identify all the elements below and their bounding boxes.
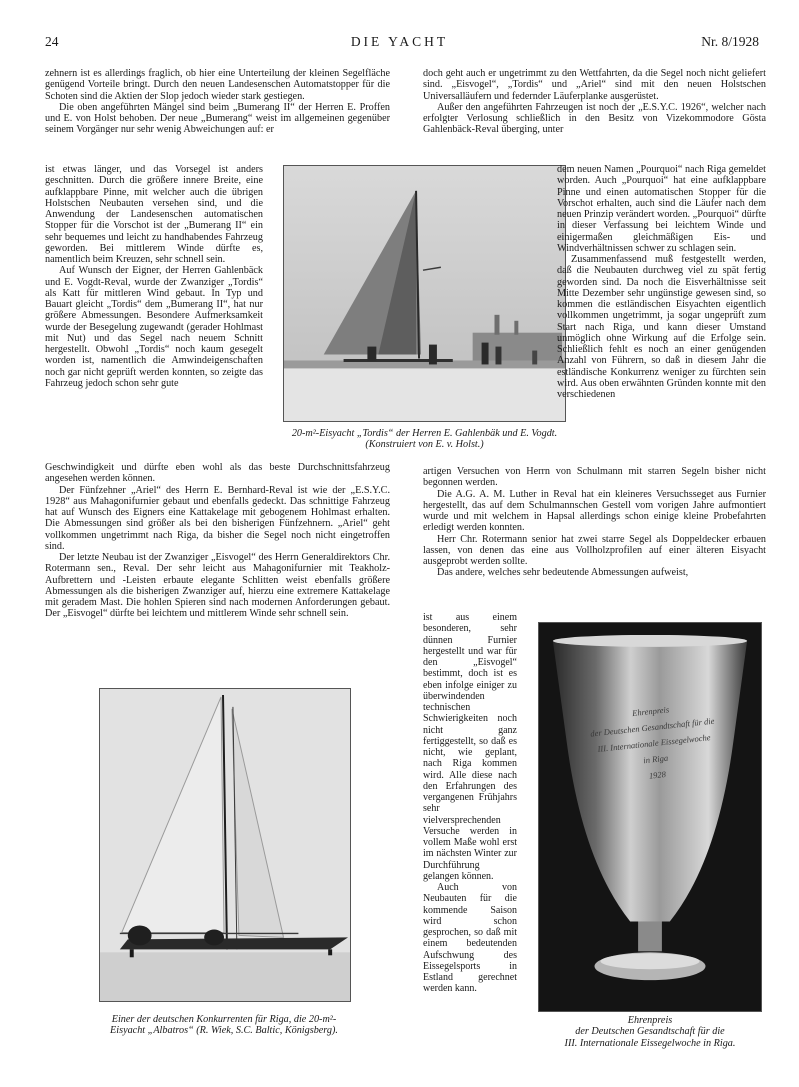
paragraph: Außer den angeführten Fahrzeugen ist noch der „E.S.Y.C. 1926“, welcher nach erfolgter Verlosung schließlich in den Besitz von Vizekommodore Gösta Gahlenbäck-Reval überging, unter — [423, 101, 766, 136]
trophy-photo — [538, 622, 762, 1012]
left-column-bottom — [45, 462, 390, 620]
caption-line: der Deutschen Gesandtschaft für die — [575, 1026, 725, 1038]
paragraph: Das andere, welches sehr bedeutende Abmessungen aufweist, — [437, 567, 689, 579]
albatros-photo-image — [100, 689, 350, 1001]
paragraph: Herr Chr. Rotermann senior hat zwei starre Segel als Doppeldecker erbauen lassen, von denen das eine aus Vollholzprofilen auf einer älteren Eisyacht ausgeprobt werden sollte. — [423, 533, 766, 567]
paragraph: Der Fünfzehner „Ariel“ des Herrn E. Bernhard-Reval ist wie der „E.S.Y.C. 1928“ aus Mahagonifurnier gebaut und ebenfalls gedeckt. Das schnittige Fahrzeug hat auf Wunsch des Eigners eine Kattakelage mit gebogenem Hohlmast erhalten. Die Abmessungen sind größer als bei den bisherigen Fünfzehnern. „Ariel“ geht vollkommen ungetrimmt nach Riga, da bisher die Segel noch nicht eingetroffen sind. — [45, 484, 390, 552]
page-number: 24 — [45, 34, 59, 49]
paragraph: Zusammenfassend muß festgestellt werden, daß die Neubauten durchweg viel zu spät fertig geworden sind. Da noch die Eisverhältnisse seit Mitte Dezember sehr ungünstige gewesen sind, so kommen die estländischen Eisyachten eigentlich vollkommen ungetrimmt, ja sogar ungeprüft zum Start nach Riga, und kann dieser Umstand unmöglich ohne Wirkung auf die Erfolge sein. Schließlich fehlt es noch an einer genügenden Anzahl von Führern, so daß in diesem Jahr die estländische Konkurrenz weniger zu fürchten sein wird. Aus oben erwähnten Gründen konnte mit den verschiedenen — [557, 254, 766, 400]
right-column-top — [423, 68, 766, 136]
engraving-line: III. Internationale Eissegelwoche — [597, 732, 711, 754]
caption-line: III. Internationale Eissegelwoche in Riga. — [564, 1037, 736, 1049]
engraving-line: der Deutschen Gesandtschaft für die — [589, 715, 715, 739]
tordis-photo — [283, 165, 566, 422]
albatros-caption: Einer der deutschen Konkurrenten für Riga, die 20-m²-Eisyacht „Albatros“ (R. Wiek, S.C. Baltic, Königsberg). — [110, 1014, 338, 1037]
right-column-middle — [423, 466, 766, 579]
left-column-narrow — [45, 164, 263, 389]
paragraph: Der letzte Neubau ist der Zwanziger „Eisvogel“ des Herrn Generaldirektors Chr. Rotermann sen., Reval. Der sehr leicht aus Mahagonifurnier mit Teakholz-Aufbrettern und -Leisten erbaute elegante Schlitten weist ebenfalls größere Abmessungen als die bisherigen Zwanziger auf, hierzu eine extremere Kattakelage mit geradem Mast. Die hohlen Spieren sind nach modernen Anforderungen gebaut. Der „Eisvogel“ dürfte bei leichtem und mittlerem Winde sehr schnell sein. — [45, 552, 390, 620]
tordis-caption: 20-m²-Eisyacht „Tordis“ der Herren E. Gahlenbäk und E. Vogdt. (Konstruiert von E. v. Holst.) — [291, 428, 558, 451]
paragraph: ist etwas länger, und das Vorsegel ist anders geschnitten. Durch die größere innere Breite, eine aufklappbare Pinne, mit welcher auch die übrigen Holstschen Neubauten versehen sind, und die Anwendung der Landesenschen automatischen Stopper für die Vorschot ist der „Bumerang II“ ein sehr bequemes und leicht zu handhabendes Fahrzeug geworden. Bei mittlerem Winde dürfte es, namentlich beim Kreuzen, sehr schnell sein. — [45, 164, 263, 265]
engraving-line: 1928 — [648, 768, 667, 781]
left-column-top — [45, 68, 390, 136]
engraving-line: in Riga — [642, 752, 669, 766]
right-column-narrow-bottom — [423, 612, 517, 995]
paragraph: dem neuen Namen „Pourquoi“ nach Riga gemeldet worden. Auch „Pourquoi“ hat eine aufklappbare Pinne und einen automatischen Stopper für die Vorschot erhalten, auch sind die Läufer nach dem neuen Prinzip verändert worden. „Pourquoi“ dürfte in dieser Verfassung bei leichtem Winde und einigermaßen gleichmäßigen Eis- und Windverhältnissen schwer zu schlagen sein. — [557, 164, 766, 254]
tordis-photo-image — [284, 166, 565, 421]
trophy-cup-image — [539, 623, 761, 1011]
paragraph: ist aus einem besonderen, sehr dünnen Furnier hergestellt und war für den „Eisvogel“ bestimmt, doch ist es eben infolge einiger zu überwindenden technischen Schwierigkeiten noch nicht ganz fertiggestellt, so daß es nicht, wie geplant, nach Riga kommen wird. Alle diese nach den Erfahrungen des vergangenen Frühjahrs sehr vielversprechenden Versuche werden in vollem Maße wohl erst im nächsten Winter zur Durchführung gelangen können. — [423, 612, 517, 882]
paragraph: zehnern ist es allerdings fraglich, ob hier eine Unterteilung der kleinen Segelfläche genügend Vorteile bringt. Durch den neuen Landesenschen Automatstopper für die Schoten sind die Aktien der Slop jedoch wieder stark gestiegen. — [45, 68, 390, 102]
paragraph: Auch von Neubauten für die kommende Saison wird schon gesprochen, so daß mit einem bedeutenden Aufschwung des Eissegelsports in Estland gerechnet werden kann. — [423, 882, 517, 995]
paragraph: Die A.G. A. M. Luther in Reval hat ein kleineres Versuchsseget aus Furnier hergestellt, das auf dem Schulmannschen Gestell vom vorigen Jahre aufmontiert wurde und mit welchem in Hapsal allerdings schon einige kleine Probefahrten erledigt werden konnten. — [423, 488, 766, 534]
albatros-photo — [99, 688, 351, 1002]
paragraph: Die oben angeführten Mängel sind beim „Bumerang II“ der Herren E. Proffen und E. von Holst behoben. Der neue „Bumerang“ weist im allgemeinen gegenüber seinem Vorgänger nur sehr wenig Abweichungen auf: er — [45, 101, 390, 136]
right-column-narrow — [557, 164, 766, 400]
paragraph: doch geht auch er ungetrimmt zu den Wettfahrten, da die Segel noch nicht geliefert sind. „Eisvogel“, „Tordis“ und „Ariel“ sind mit den neuen Holstschen Universalläufern und federnder Läuferplanke ausgerüstet. — [423, 68, 766, 102]
paragraph: Auf Wunsch der Eigner, der Herren Gahlenbäck und E. Vogdt-Reval, wurde der Zwanziger „Tordis“ als Katt für mittleren Wind gebaut. In Typ und Bauart gleicht „Tordis“ dem „Bumerang II“, hat nur größere Abmessungen. Besondere Aufmerksamkeit wurde der Besegelung zugewandt (gerader Hohlmast mit Nut) und das Segel nach neuem Schnitt hergestellt. Obwohl „Tordis“ noch kaum gesegelt worden ist, namentlich die Amwindeigenschaften noch gar nicht geprüft werden konnten, so zeigte das Fahrzeug jedoch schon sehr gute — [45, 265, 263, 389]
paragraph: Geschwindigkeit und dürfte eben wohl als das beste Durchschnittsfahrzeug angesehen werden können. — [45, 462, 390, 485]
cup-engraving — [575, 695, 733, 790]
caption-line: Ehrenpreis — [627, 1015, 673, 1026]
engraving-line: Ehrenpreis — [631, 704, 670, 719]
issue-number: Nr. 8/1928 — [701, 34, 759, 49]
trophy-caption — [528, 1015, 772, 1049]
paragraph: artigen Versuchen von Herrn von Schulmann mit starren Segeln bisher nicht begonnen werden. — [423, 466, 766, 489]
journal-title: DIE YACHT — [350, 34, 449, 49]
